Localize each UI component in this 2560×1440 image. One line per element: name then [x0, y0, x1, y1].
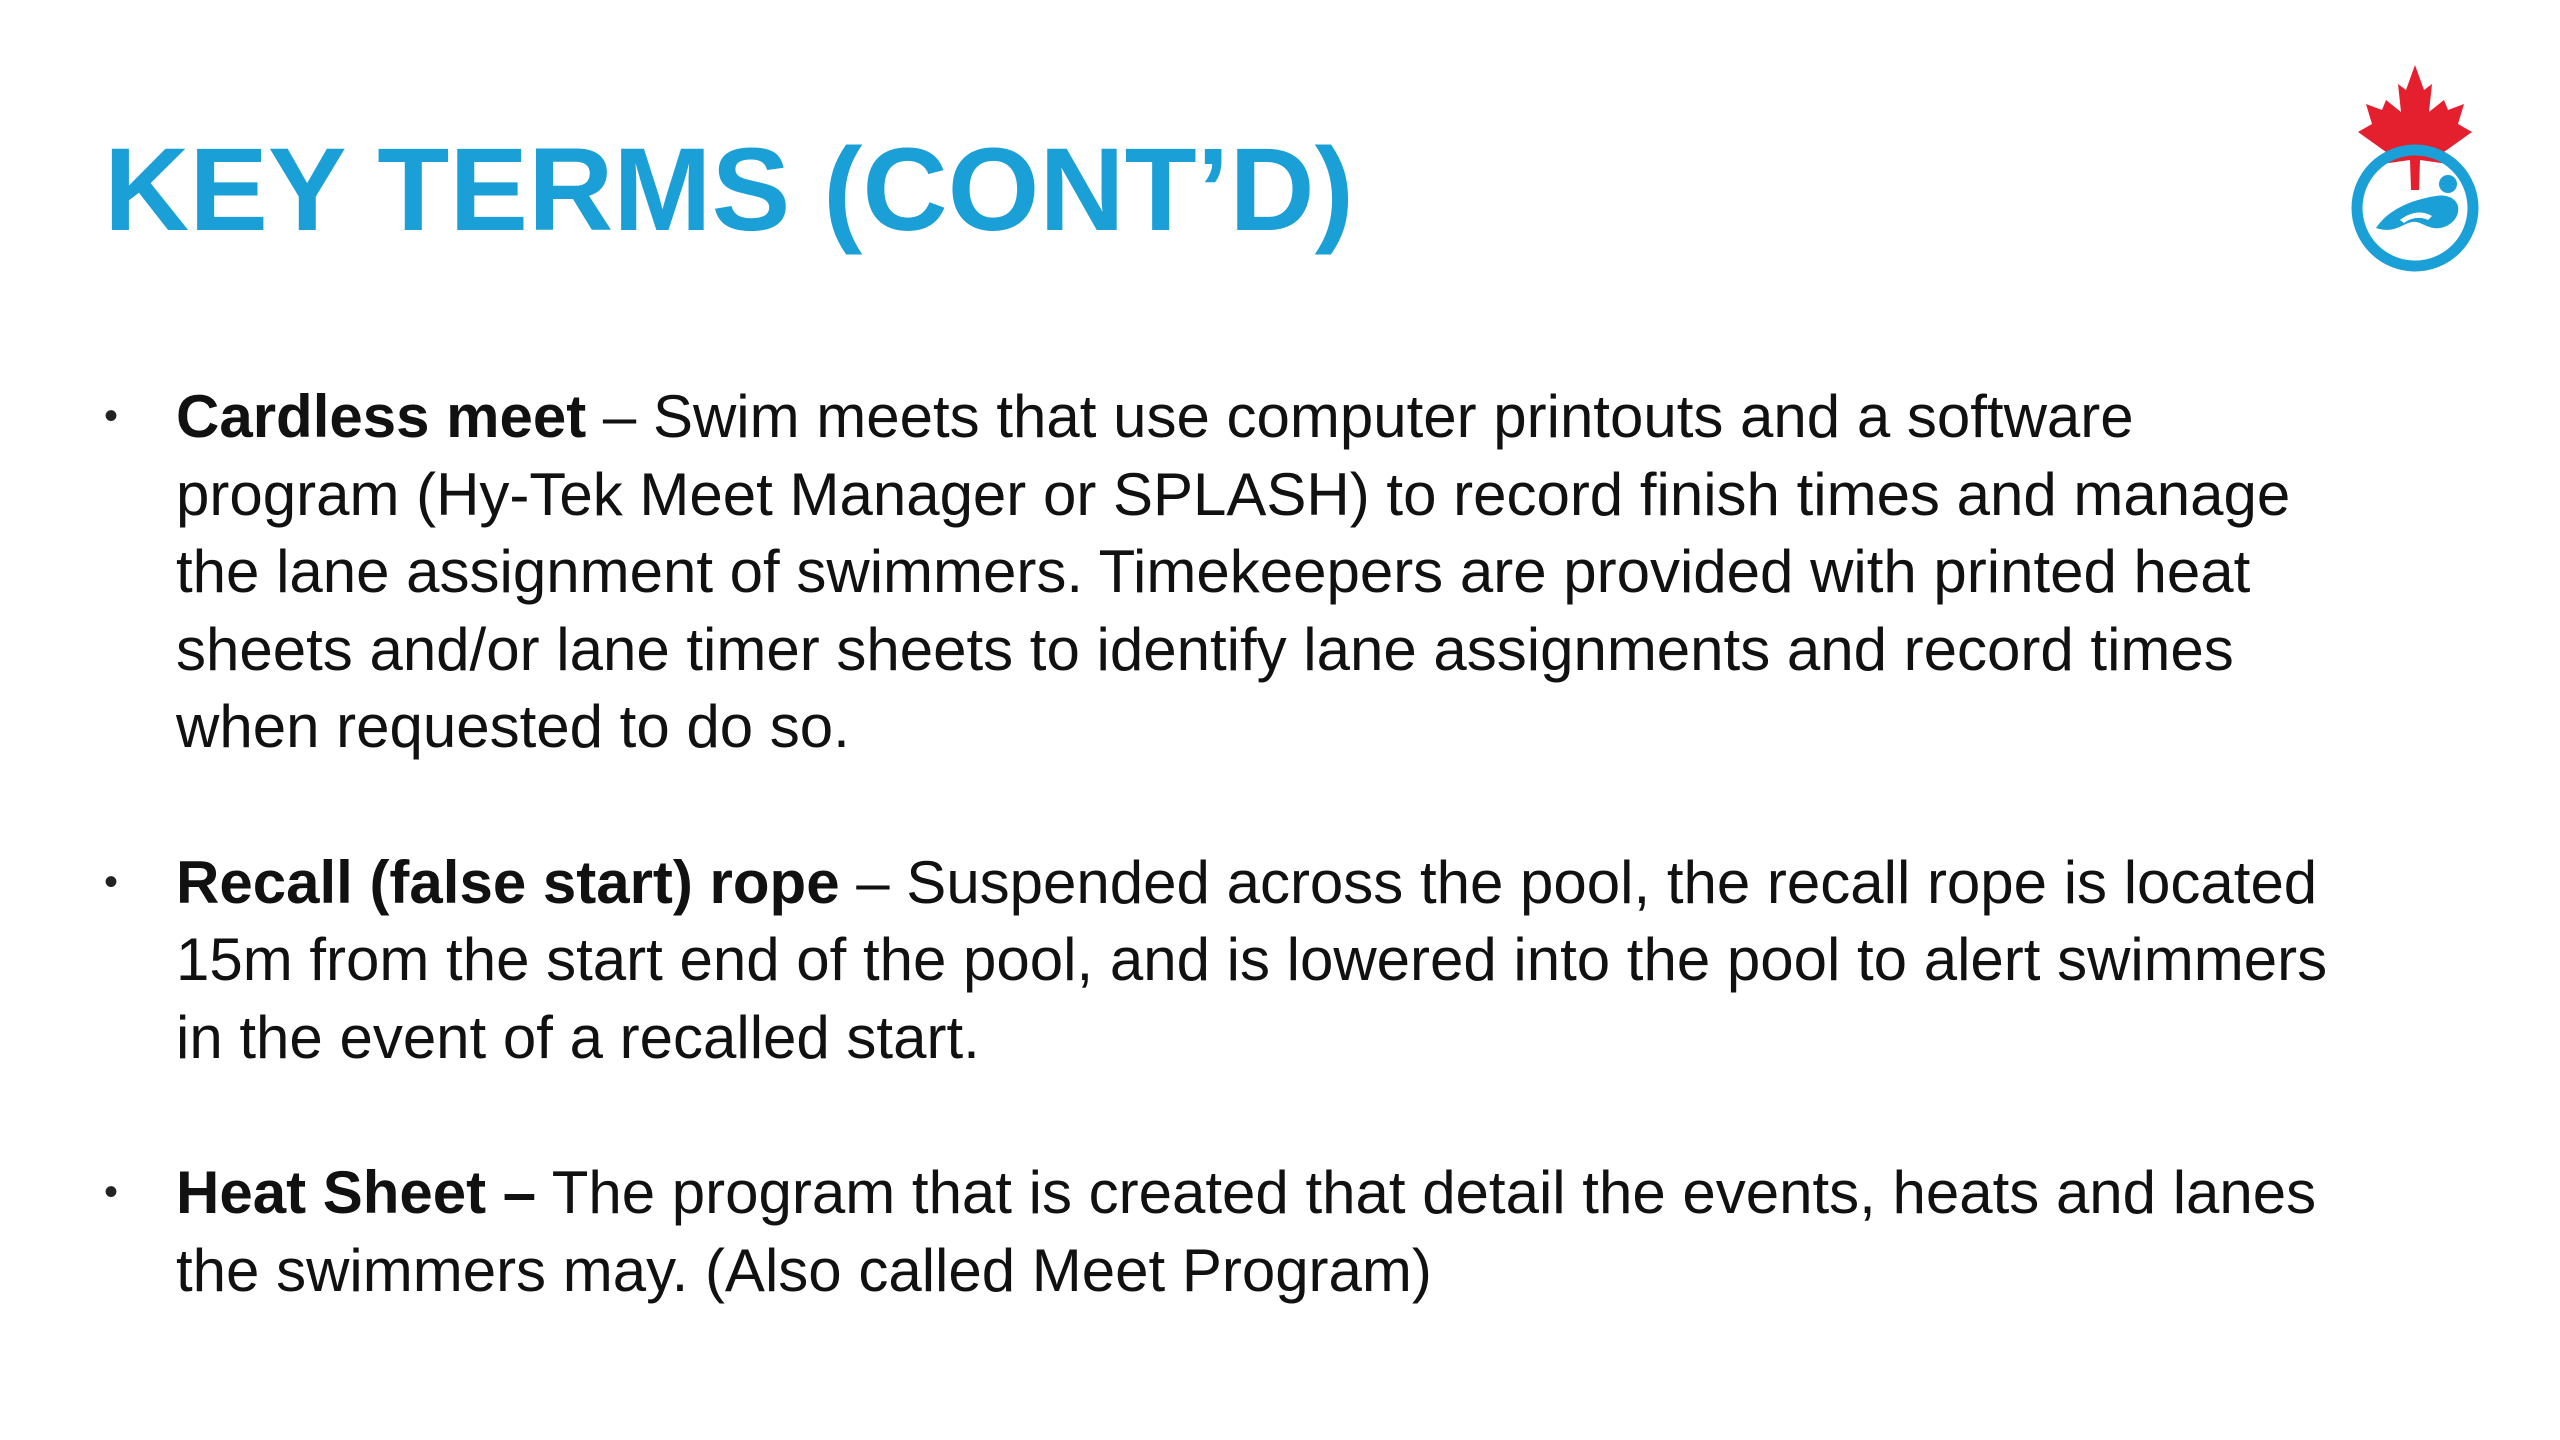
- term-definition: The program that is created that detail the events, heats and lanes the swimmers may. (Also called Meet Program): [176, 1159, 2317, 1304]
- slide-title: KEY TERMS (CONT’D): [104, 124, 1354, 256]
- bullet-icon: •: [104, 859, 119, 904]
- term-separator: –: [586, 383, 653, 450]
- term-name: Cardless meet: [176, 383, 587, 450]
- term-separator: [536, 1159, 552, 1226]
- key-terms-list: [104, 378, 2364, 1387]
- term-definition: Swim meets that use computer printouts and a software program (Hy-Tek Meet Manager or SPLASH) to record finish times and manage the lane assignment of swimmers. Timekeepers are provided with printed heat sheets and/or lane timer sheets to identify lane assignments and record times when requested to do so.: [176, 383, 2291, 760]
- term-item-heat-sheet: [104, 1154, 2364, 1309]
- term-item-recall-rope: [104, 844, 2364, 1077]
- term-name: Heat Sheet –: [176, 1159, 537, 1226]
- term-name: Recall (false start) rope: [176, 848, 840, 916]
- term-definition: Suspended across the pool, the recall rope is located 15m from the start end of the pool, and is lowered into the pool to alert swimmers in the event of a recalled start.: [176, 848, 2328, 1071]
- swimming-canada-logo-icon: [2340, 60, 2490, 280]
- bullet-icon: •: [104, 1170, 119, 1214]
- term-separator: –: [839, 848, 907, 916]
- bullet-icon: •: [104, 394, 119, 438]
- term-item-cardless-meet: [104, 378, 2364, 766]
